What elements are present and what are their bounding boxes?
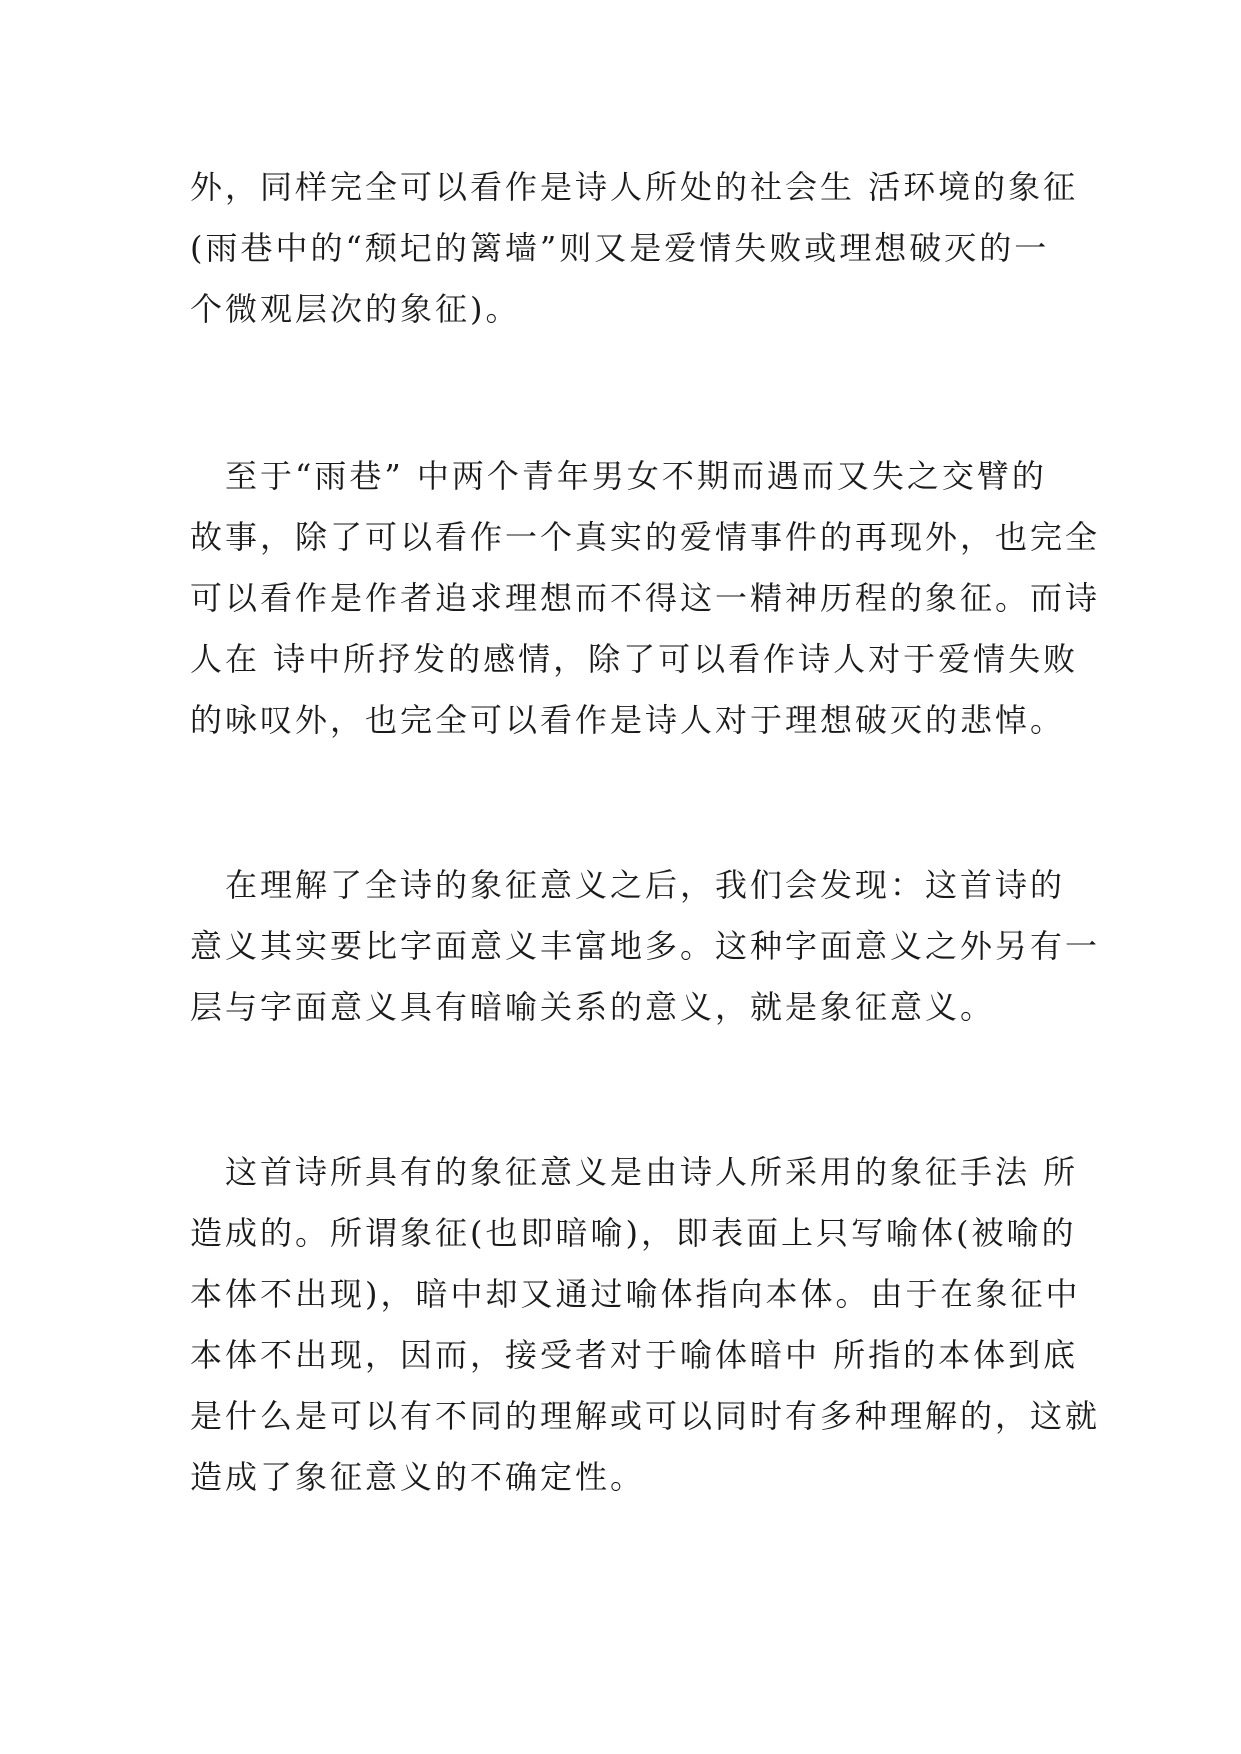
text-line: 是什么是可以有不同的理解或可以同时有多种理解的，这就: [190, 1397, 1101, 1435]
text-line: 层与字面意义具有暗喻关系的意义，就是象征意义。: [190, 988, 996, 1026]
text-line: (雨巷中的“颓圮的篱墙”则又是爱情失败或理想破灭的一: [190, 229, 1050, 267]
text-line: 意义其实要比字面意义丰富地多。这种字面意义之外另有一: [190, 927, 1101, 965]
text-line: 故事，除了可以看作一个真实的爱情事件的再现外，也完全: [190, 518, 1101, 556]
paragraph-2: [190, 446, 1101, 751]
text-line: 本体不出现，因而，接受者对于喻体暗中 所指的本体到底: [190, 1336, 1079, 1374]
paragraph-3: [190, 855, 1101, 1038]
text-line: 本体不出现)，暗中却又通过喻体指向本体。由于在象征中: [190, 1275, 1081, 1313]
text-line: 造成的。所谓象征(也即暗喻)，即表面上只写喻体(被喻的: [190, 1214, 1077, 1252]
text-line: 这首诗所具有的象征意义是由诗人所采用的象征手法 所: [190, 1153, 1079, 1191]
text-line: 人在 诗中所抒发的感情，除了可以看作诗人对于爱情失败: [190, 640, 1079, 678]
text-line: 造成了象征意义的不确定性。: [190, 1458, 646, 1496]
text-line: 外，同样完全可以看作是诗人所处的社会生 活环境的象征: [190, 168, 1079, 206]
paragraph-4: [190, 1142, 1101, 1508]
text-line: 可以看作是作者追求理想而不得这一精神历程的象征。而诗: [190, 579, 1101, 617]
text-line: 在理解了全诗的象征意义之后，我们会发现：这首诗的: [190, 866, 1066, 904]
text-line: 至于“雨巷” 中两个青年男女不期而遇而又失之交臂的: [190, 457, 1047, 495]
text-line: 的咏叹外，也完全可以看作是诗人对于理想破灭的悲悼。: [190, 701, 1066, 739]
paragraph-1: [190, 157, 1079, 340]
text-line: 个微观层次的象征)。: [190, 290, 521, 328]
